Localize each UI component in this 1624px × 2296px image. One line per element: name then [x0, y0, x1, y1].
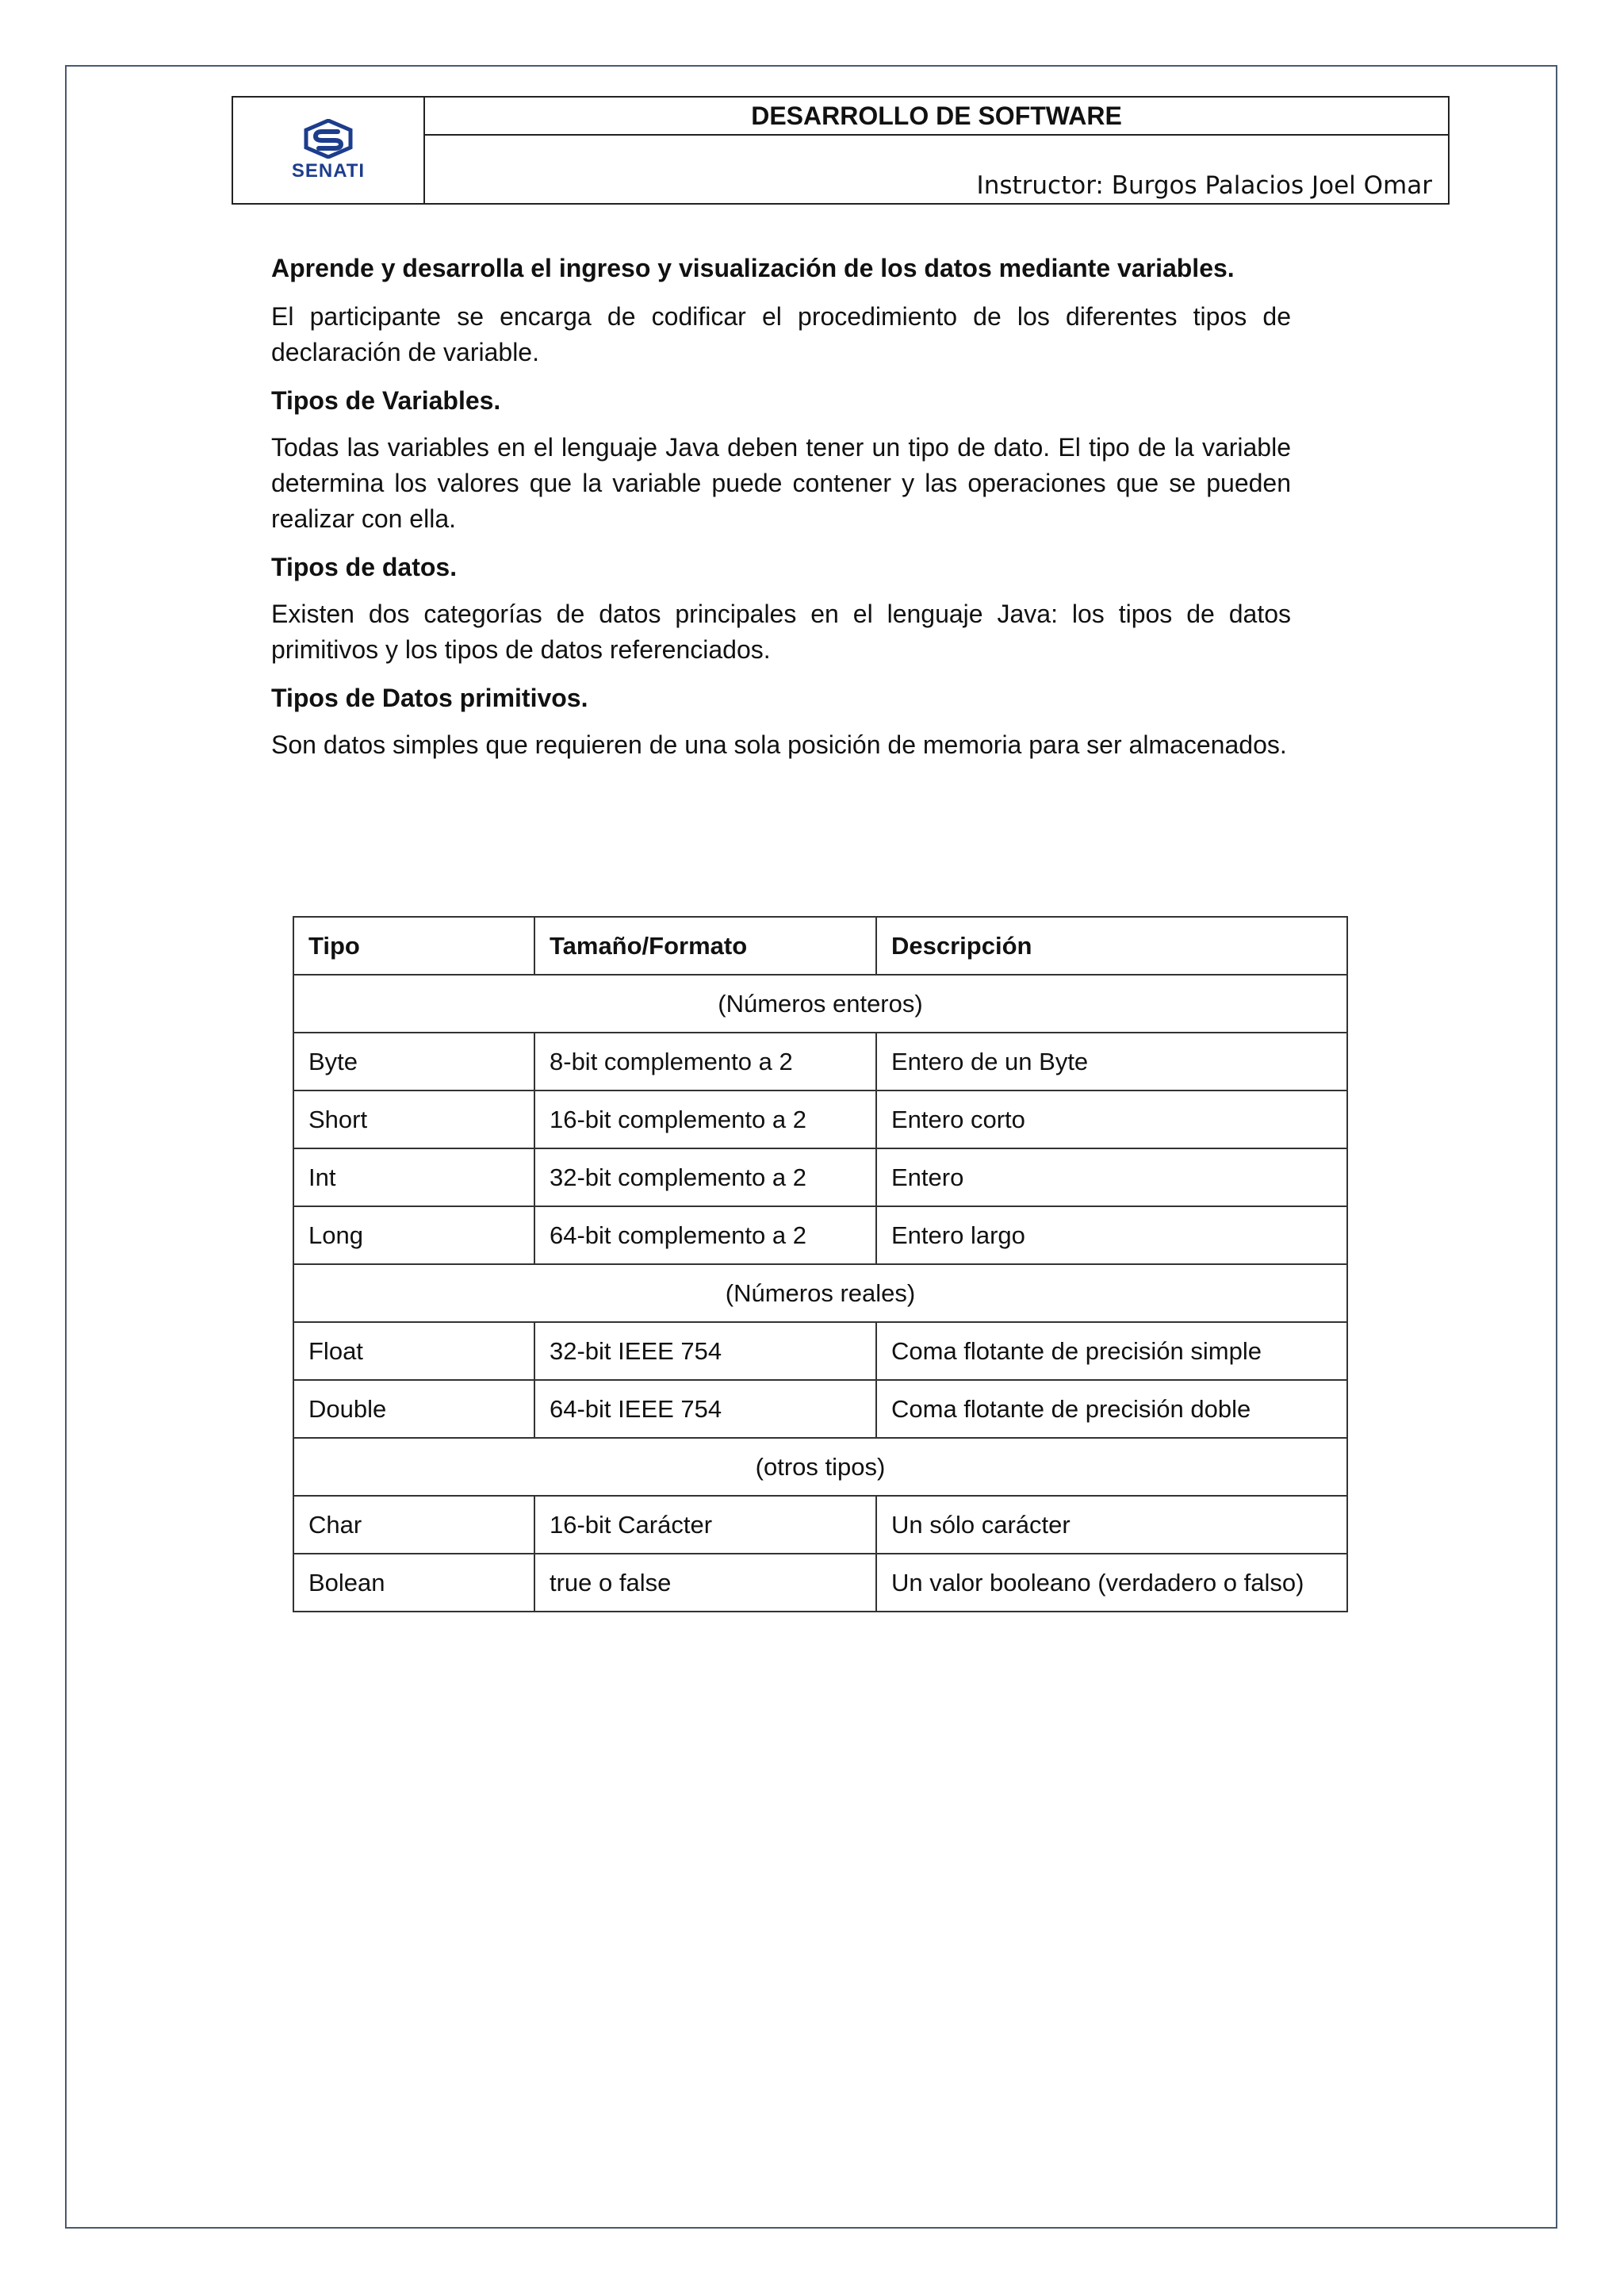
table-row: [293, 1033, 1347, 1091]
cell-formato: 32-bit IEEE 754: [534, 1322, 876, 1380]
datos-heading: Tipos de datos.: [271, 553, 458, 581]
table-header-row: [293, 917, 1347, 975]
logo-cell: [232, 97, 424, 204]
group-label: (Números enteros): [293, 975, 1347, 1033]
table-header-tipo: Tipo: [293, 917, 534, 975]
document-header: [232, 96, 1450, 205]
content-body: [271, 251, 1291, 776]
cell-formato: true o false: [534, 1554, 876, 1612]
instructor-name: Instructor: Burgos Palacios Joel Omar: [424, 135, 1449, 204]
cell-formato: 64-bit IEEE 754: [534, 1380, 876, 1438]
cell-tipo: Float: [293, 1322, 534, 1380]
datos-text: Existen dos categorías de datos principales en el lenguaje Java: los tipos de datos primitivos y los tipos de datos referenciados.: [271, 600, 1291, 664]
logo-text: SENATI: [291, 159, 366, 182]
cell-formato: 16-bit Carácter: [534, 1496, 876, 1554]
cell-tipo: Long: [293, 1206, 534, 1264]
primitivos-heading: Tipos de Datos primitivos.: [271, 684, 588, 712]
group-label: (otros tipos): [293, 1438, 1347, 1496]
cell-descripcion: Entero: [876, 1148, 1347, 1206]
table-header-descripcion: Descripción: [876, 917, 1347, 975]
cell-tipo: Bolean: [293, 1554, 534, 1612]
senati-logo: [233, 119, 423, 182]
cell-descripcion: Entero largo: [876, 1206, 1347, 1264]
senati-emblem-icon: [303, 119, 354, 159]
table-row: [293, 1148, 1347, 1206]
cell-formato: 8-bit complemento a 2: [534, 1033, 876, 1091]
cell-descripcion: Un valor booleano (verdadero o falso): [876, 1554, 1347, 1612]
table-row: [293, 1554, 1347, 1612]
cell-tipo: Byte: [293, 1033, 534, 1091]
document-title: DESARROLLO DE SOFTWARE: [424, 97, 1449, 135]
cell-descripcion: Entero de un Byte: [876, 1033, 1347, 1091]
cell-tipo: Int: [293, 1148, 534, 1206]
variables-text: Todas las variables en el lenguaje Java deben tener un tipo de dato. El tipo de la variable determina los valores que la variable puede contener y las operaciones que se pueden realizar con ella.: [271, 433, 1291, 533]
cell-formato: 64-bit complemento a 2: [534, 1206, 876, 1264]
table-header-formato: Tamaño/Formato: [534, 917, 876, 975]
group-row: [293, 975, 1347, 1033]
table-row: [293, 1322, 1347, 1380]
group-row: [293, 1438, 1347, 1496]
cell-formato: 32-bit complemento a 2: [534, 1148, 876, 1206]
cell-tipo: Short: [293, 1091, 534, 1148]
table-row: [293, 1496, 1347, 1554]
table-row: [293, 1206, 1347, 1264]
cell-descripcion: Un sólo carácter: [876, 1496, 1347, 1554]
data-types-table: [293, 916, 1348, 1612]
table-row: [293, 1091, 1347, 1148]
intro-text: El participante se encarga de codificar el procedimiento de los diferentes tipos de declaración de variable.: [271, 302, 1291, 366]
primitivos-text: Son datos simples que requieren de una sola posición de memoria para ser almacenados.: [271, 730, 1287, 759]
table-row: [293, 1380, 1347, 1438]
cell-descripcion: Entero corto: [876, 1091, 1347, 1148]
cell-descripcion: Coma flotante de precisión simple: [876, 1322, 1347, 1380]
variables-heading: Tipos de Variables.: [271, 386, 501, 415]
intro-heading: Aprende y desarrolla el ingreso y visualización de los datos mediante variables.: [271, 254, 1235, 282]
cell-formato: 16-bit complemento a 2: [534, 1091, 876, 1148]
cell-tipo: Double: [293, 1380, 534, 1438]
group-label: (Números reales): [293, 1264, 1347, 1322]
cell-descripcion: Coma flotante de precisión doble: [876, 1380, 1347, 1438]
cell-tipo: Char: [293, 1496, 534, 1554]
group-row: [293, 1264, 1347, 1322]
